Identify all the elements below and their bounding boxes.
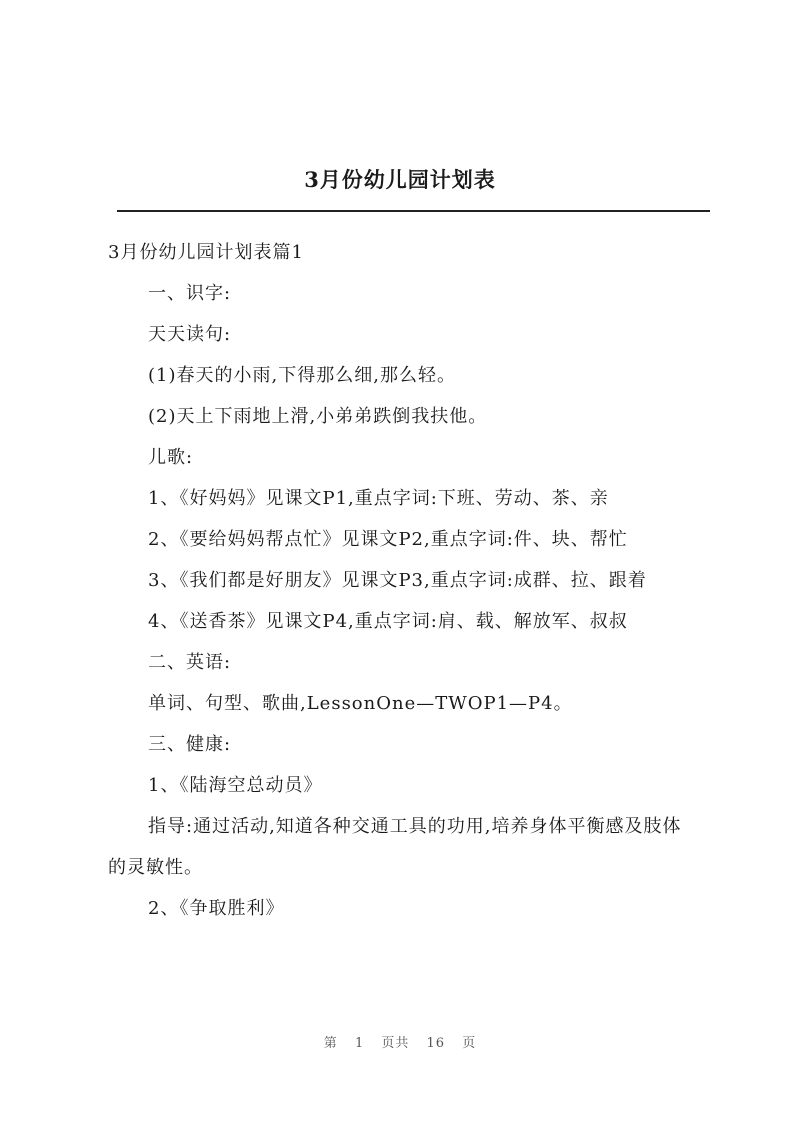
title-divider	[117, 210, 710, 212]
page-footer	[0, 1032, 800, 1051]
paragraph: 儿歌:	[148, 447, 194, 468]
document-body	[108, 232, 700, 929]
paragraph: 二、英语:	[148, 652, 232, 673]
paragraph: 一、识字:	[148, 283, 232, 304]
paragraph: 2、《争取胜利》	[148, 898, 285, 919]
paragraph: 4、《送香茶》见课文P4,重点字词:肩、载、解放军、叔叔	[148, 611, 628, 632]
document-title: 3月份幼儿园计划表	[304, 167, 496, 192]
paragraph: 指导:通过活动,知道各种交通工具的功用,培养身体平衡感及肢体的灵敏性。	[108, 816, 682, 878]
page-number: 1	[354, 1036, 365, 1051]
paragraph: 1、《好妈妈》见课文P1,重点字词:下班、劳动、茶、亲	[148, 488, 609, 509]
paragraph: 3、《我们都是好朋友》见课文P3,重点字词:成群、拉、跟着	[148, 570, 647, 591]
paragraph: 天天读句:	[148, 324, 232, 345]
paragraph: (2)天上下雨地上滑,小弟弟跌倒我扶他。	[148, 406, 488, 427]
total-pages: 16	[426, 1036, 446, 1051]
paragraph: (1)春天的小雨,下得那么细,那么轻。	[148, 365, 456, 386]
section-heading: 3月份幼儿园计划表篇1	[108, 242, 304, 263]
paragraph: 三、健康:	[148, 734, 232, 755]
paragraph: 单词、句型、歌曲,LessonOne—TWOP1—P4。	[148, 693, 573, 714]
footer-label-post: 页	[462, 1036, 477, 1051]
paragraph: 1、《陆海空总动员》	[148, 775, 323, 796]
footer-label-pre: 第	[323, 1036, 338, 1051]
paragraph: 2、《要给妈妈帮点忙》见课文P2,重点字词:件、块、帮忙	[148, 529, 628, 550]
footer-label-mid: 页共	[381, 1036, 410, 1051]
